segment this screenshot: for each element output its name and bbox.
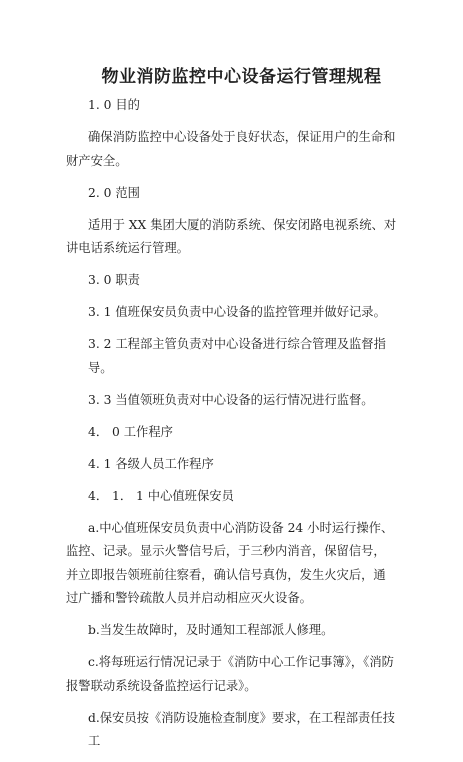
paragraph: 4． 1． 1 中心值班保安员 — [88, 488, 234, 503]
paragraph: 4． 0 工作程序 — [88, 424, 173, 439]
paragraph: 确保消防监控中心设备处于良好状态，保证用户的生命和财产安全。 — [66, 130, 396, 168]
paragraph: 3. 2 工程部主管负责对中心设备进行综合管理及监督指导。 — [88, 337, 386, 375]
paragraph: 1. 0 目的 — [88, 98, 140, 112]
paragraph: 3. 0 职责 — [88, 273, 140, 287]
document-title: 物业消防监控中心设备运行管理规程 — [101, 67, 382, 87]
paragraph: c.将每班运行情况记录于《消防中心工作记事簿》，《消防报警联动系统设备监控运行记录》。 — [66, 655, 394, 693]
paragraph: 3. 1 值班保安员负责中心设备的监控管理并做好记录。 — [88, 305, 386, 319]
paragraph: b.当发生故障时，及时通知工程部派人修理。 — [88, 623, 334, 637]
paragraph: 2. 0 范围 — [88, 185, 140, 200]
paragraph: 4. 1 各级人员工作程序 — [88, 456, 214, 471]
document-body — [66, 94, 398, 762]
paragraph: 适用于 XX 集团大厦的消防系统、保安闭路电视系统、对讲电话系统运行管理。 — [66, 217, 397, 255]
paragraph: a.中心值班保安员负责中心消防设备 24 小时运行操作、监控、记录。显示火警信号后，于三秒内消音，保留信号，并立即报告领班前往察看，确认信号真伪，发生火灾后，通过广播和警铃疏散人员并启动相应灭火设备。 — [66, 520, 394, 605]
paragraph: d.保安员按《消防设施检查制度》要求，在工程部责任技工 — [88, 710, 395, 748]
paragraph: 3. 3 当值领班负责对中心设备的运行情况进行监督。 — [88, 392, 374, 407]
